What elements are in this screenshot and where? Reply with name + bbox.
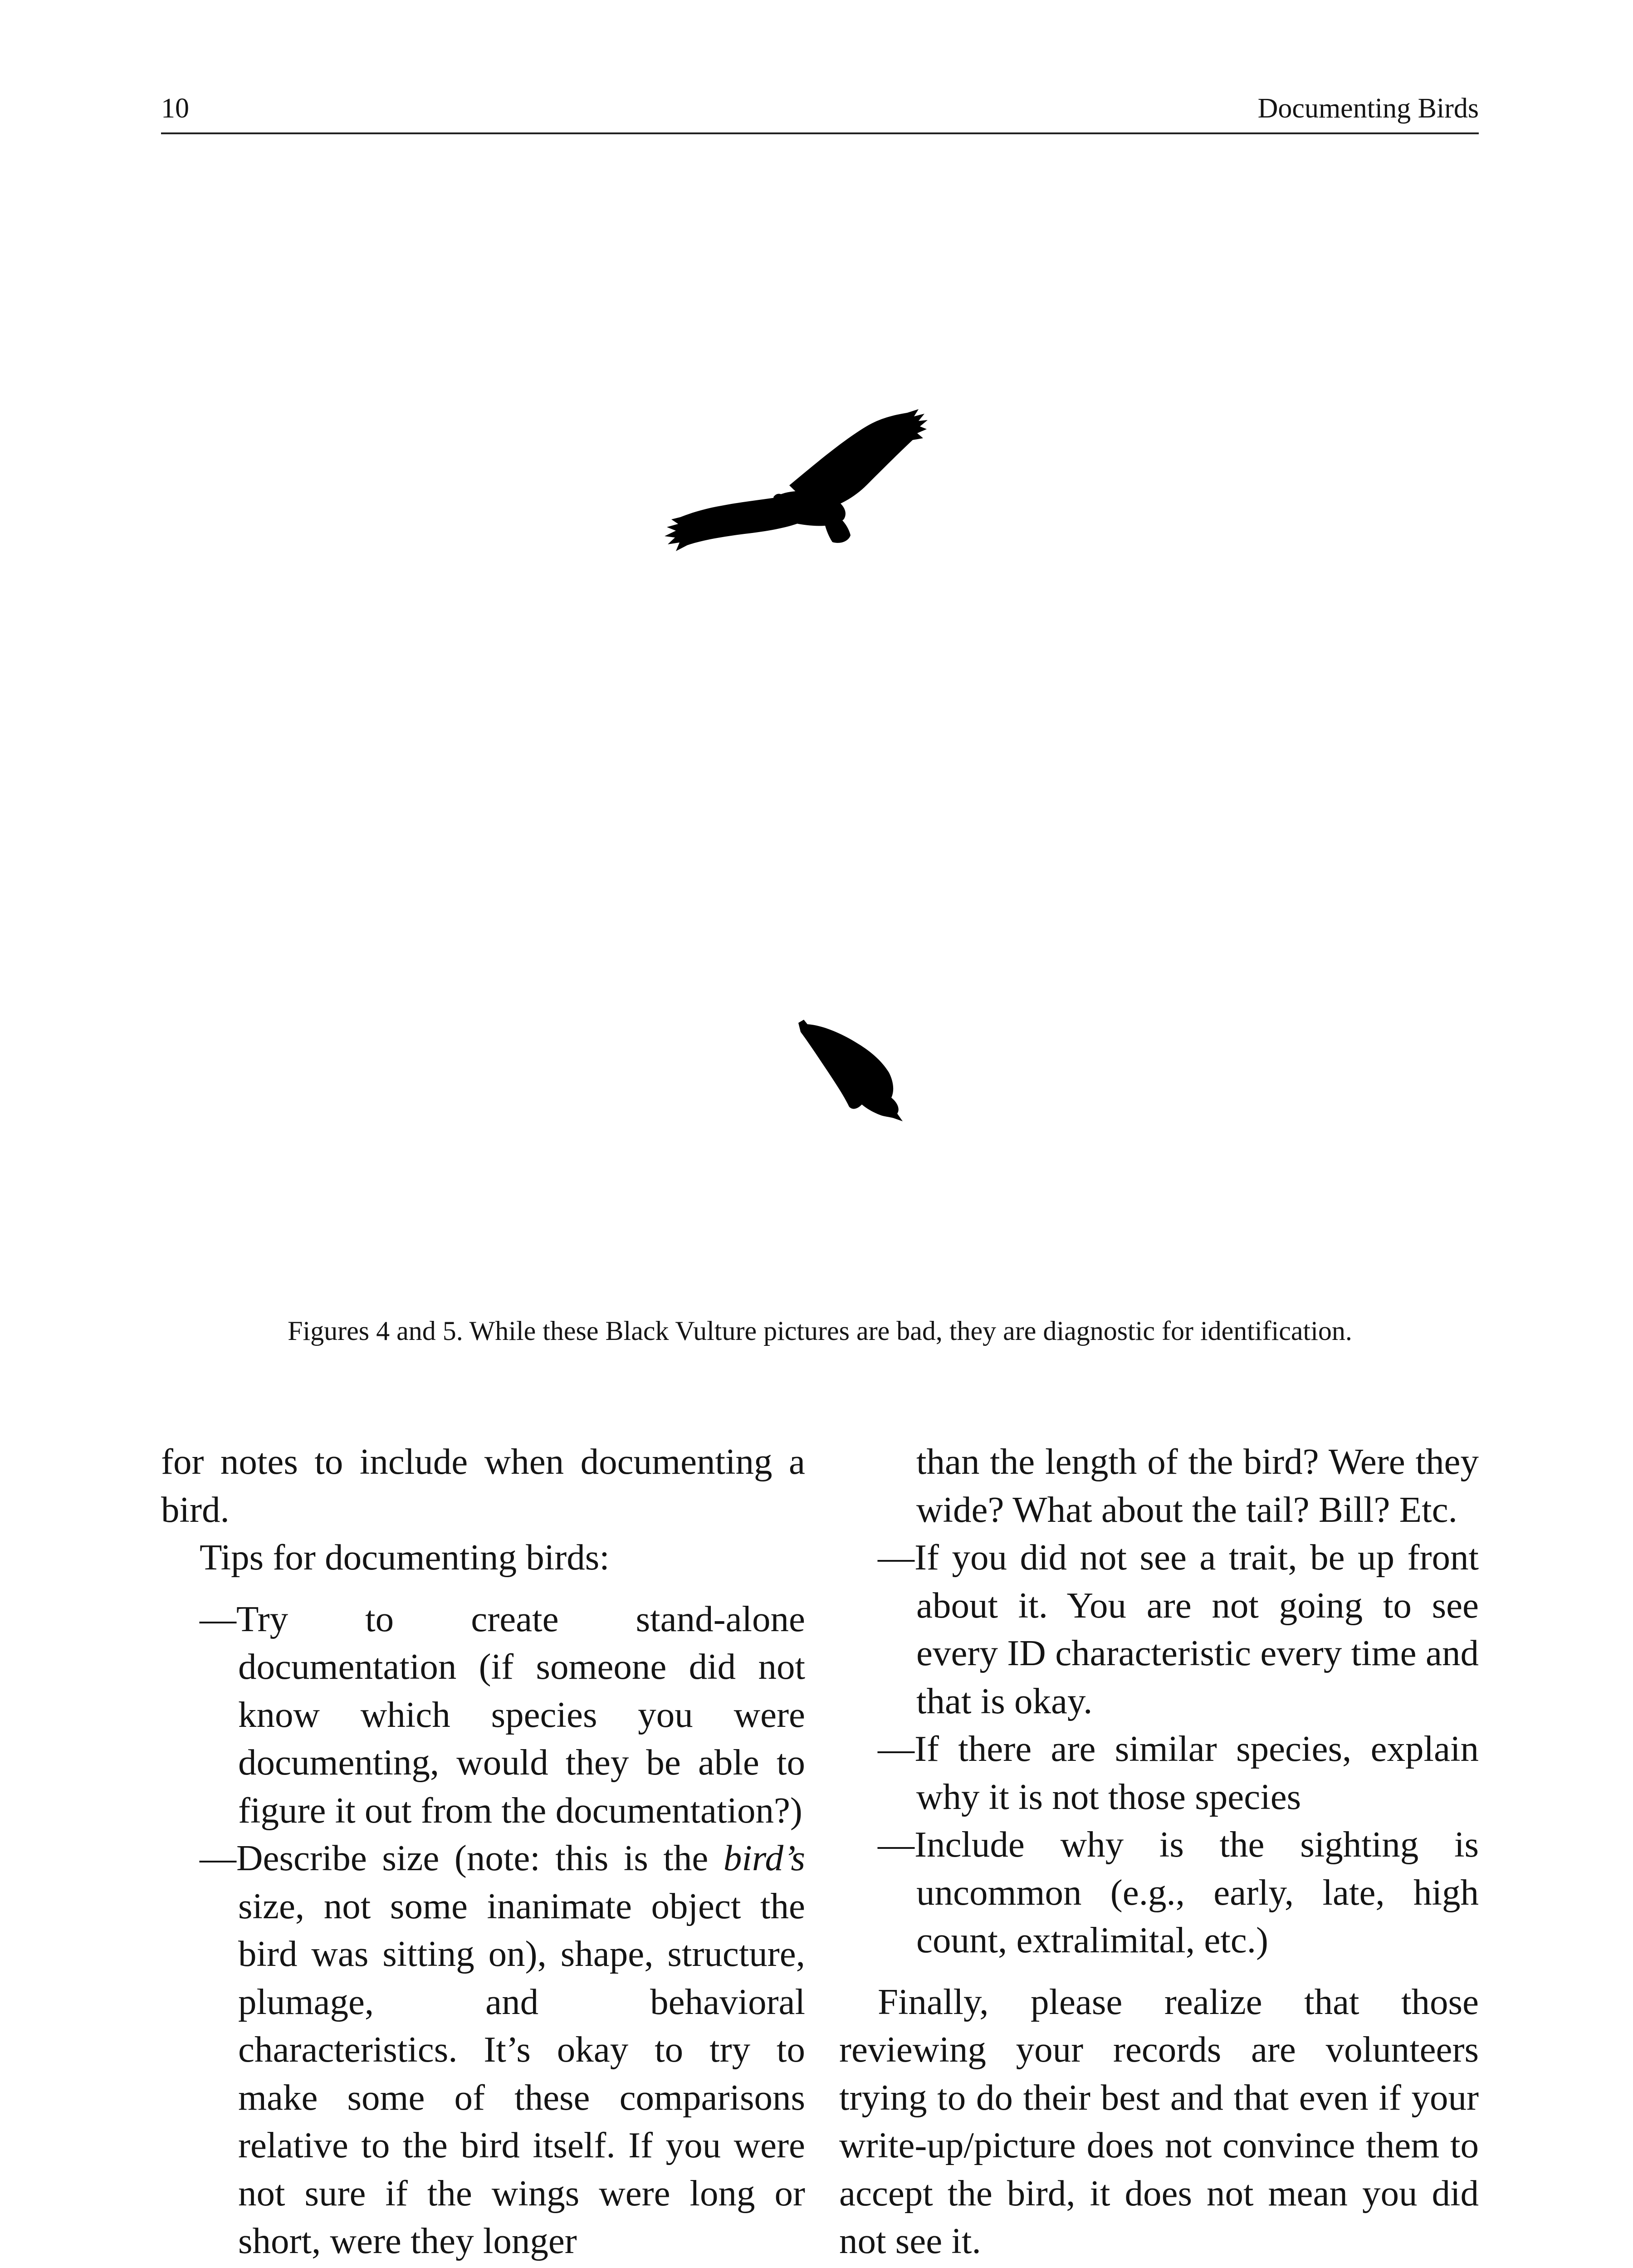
left-text-column [161, 1438, 805, 2265]
running-head-title: Documenting Birds [1257, 93, 1479, 124]
list-item-continuation: than the length of the bird? Were they wide? What about the tail? Bill? Etc. [916, 1441, 1479, 1530]
list-item: —If there are similar species, explain why it is not those species [878, 1728, 1479, 1817]
figure-caption: Figures 4 and 5. While these Black Vulture pictures are bad, they are diagnostic for identification. [288, 1316, 1352, 1346]
list-item: —Try to create stand-alone documentation (if someone did not know which species you were documenting, would they be able to figure it out from the documentation?) [200, 1598, 805, 1831]
running-header [161, 83, 1479, 134]
list-item-text: —Describe size (note: this is the [200, 1838, 724, 1878]
list-item [161, 1834, 805, 2265]
list-item-text: size, not some inanimate object the bird was sitting on), shape, structure, plumage, and behavioral characteristics. It’s okay to try to make some of these comparisons relative to the bird itself. If you were not sure if the wings were long or short, were they longer [238, 1885, 805, 2261]
list-item: —Include why is the sighting is uncommon (e.g., early, late, high count, extralimital, etc.) [878, 1824, 1479, 1960]
distant-vulture-silhouette-icon [789, 1016, 925, 1134]
paragraph: for notes to include when documenting a bird. [161, 1441, 805, 1530]
soaring-vulture-silhouette-icon [653, 408, 962, 603]
list-item: —If you did not see a trait, be up front about it. You are not going to see every ID characteristic every time and that is okay. [878, 1537, 1479, 1721]
paragraph: Tips for documenting birds: [200, 1537, 610, 1578]
right-text-column [839, 1438, 1479, 2265]
page-number: 10 [161, 93, 189, 124]
emphasis: bird’s [723, 1838, 805, 1878]
paragraph: Finally, please realize that those reviewing your records are volunteers trying to do their best and that even if your write-up/picture does not convince them to accept the bird, it does not mean you did not see it. [839, 1981, 1479, 2261]
